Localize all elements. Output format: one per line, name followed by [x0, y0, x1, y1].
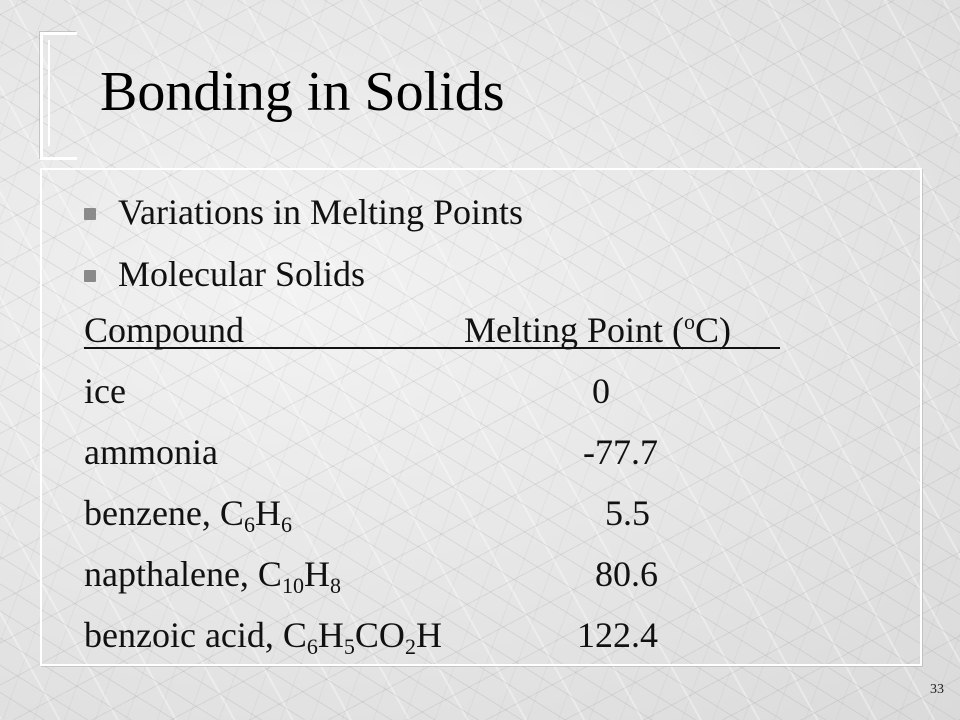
slide-title: Bonding in Solids [100, 61, 505, 123]
compound-header: Compound [84, 310, 245, 350]
compound-name: ice [84, 371, 126, 411]
square-bullet-icon [84, 270, 96, 282]
bullet-list [84, 192, 523, 316]
title-frame-decoration [40, 32, 77, 160]
title-frame-inner-line [48, 40, 50, 146]
bullet-item-molecular-solids [84, 254, 523, 316]
square-bullet-icon [84, 208, 96, 220]
melting-point-value: 5.5 [605, 493, 650, 533]
degree-symbol: o [684, 309, 696, 334]
compound-name: ammonia [84, 432, 218, 472]
melting-point-value: 0 [592, 371, 610, 411]
table-header-row [84, 309, 732, 371]
compound-name: benzene, $C_6H_6$ [84, 493, 292, 537]
bullet-label: Variations in Melting Points [118, 192, 523, 232]
table-row [84, 554, 724, 615]
table-row [84, 615, 724, 676]
compound-name: napthalene, $C_{10}H_8$ [84, 554, 341, 598]
table-row [84, 432, 724, 493]
table-row [84, 371, 724, 432]
bullet-label: Molecular Solids [118, 254, 365, 294]
melting-point-value: 80.6 [595, 554, 658, 594]
compound-name: benzoic acid, $C_6H_5CO_2H$ [84, 615, 442, 659]
slide-number: 33 [930, 682, 944, 697]
melting-point-header: Melting Point ($^o$C) [464, 309, 732, 350]
table-row [84, 493, 724, 554]
melting-point-value: 122.4 [577, 615, 658, 655]
melting-point-value: -77.7 [583, 432, 658, 472]
bullet-item-melting-points [84, 192, 523, 254]
melting-point-table [84, 309, 732, 676]
